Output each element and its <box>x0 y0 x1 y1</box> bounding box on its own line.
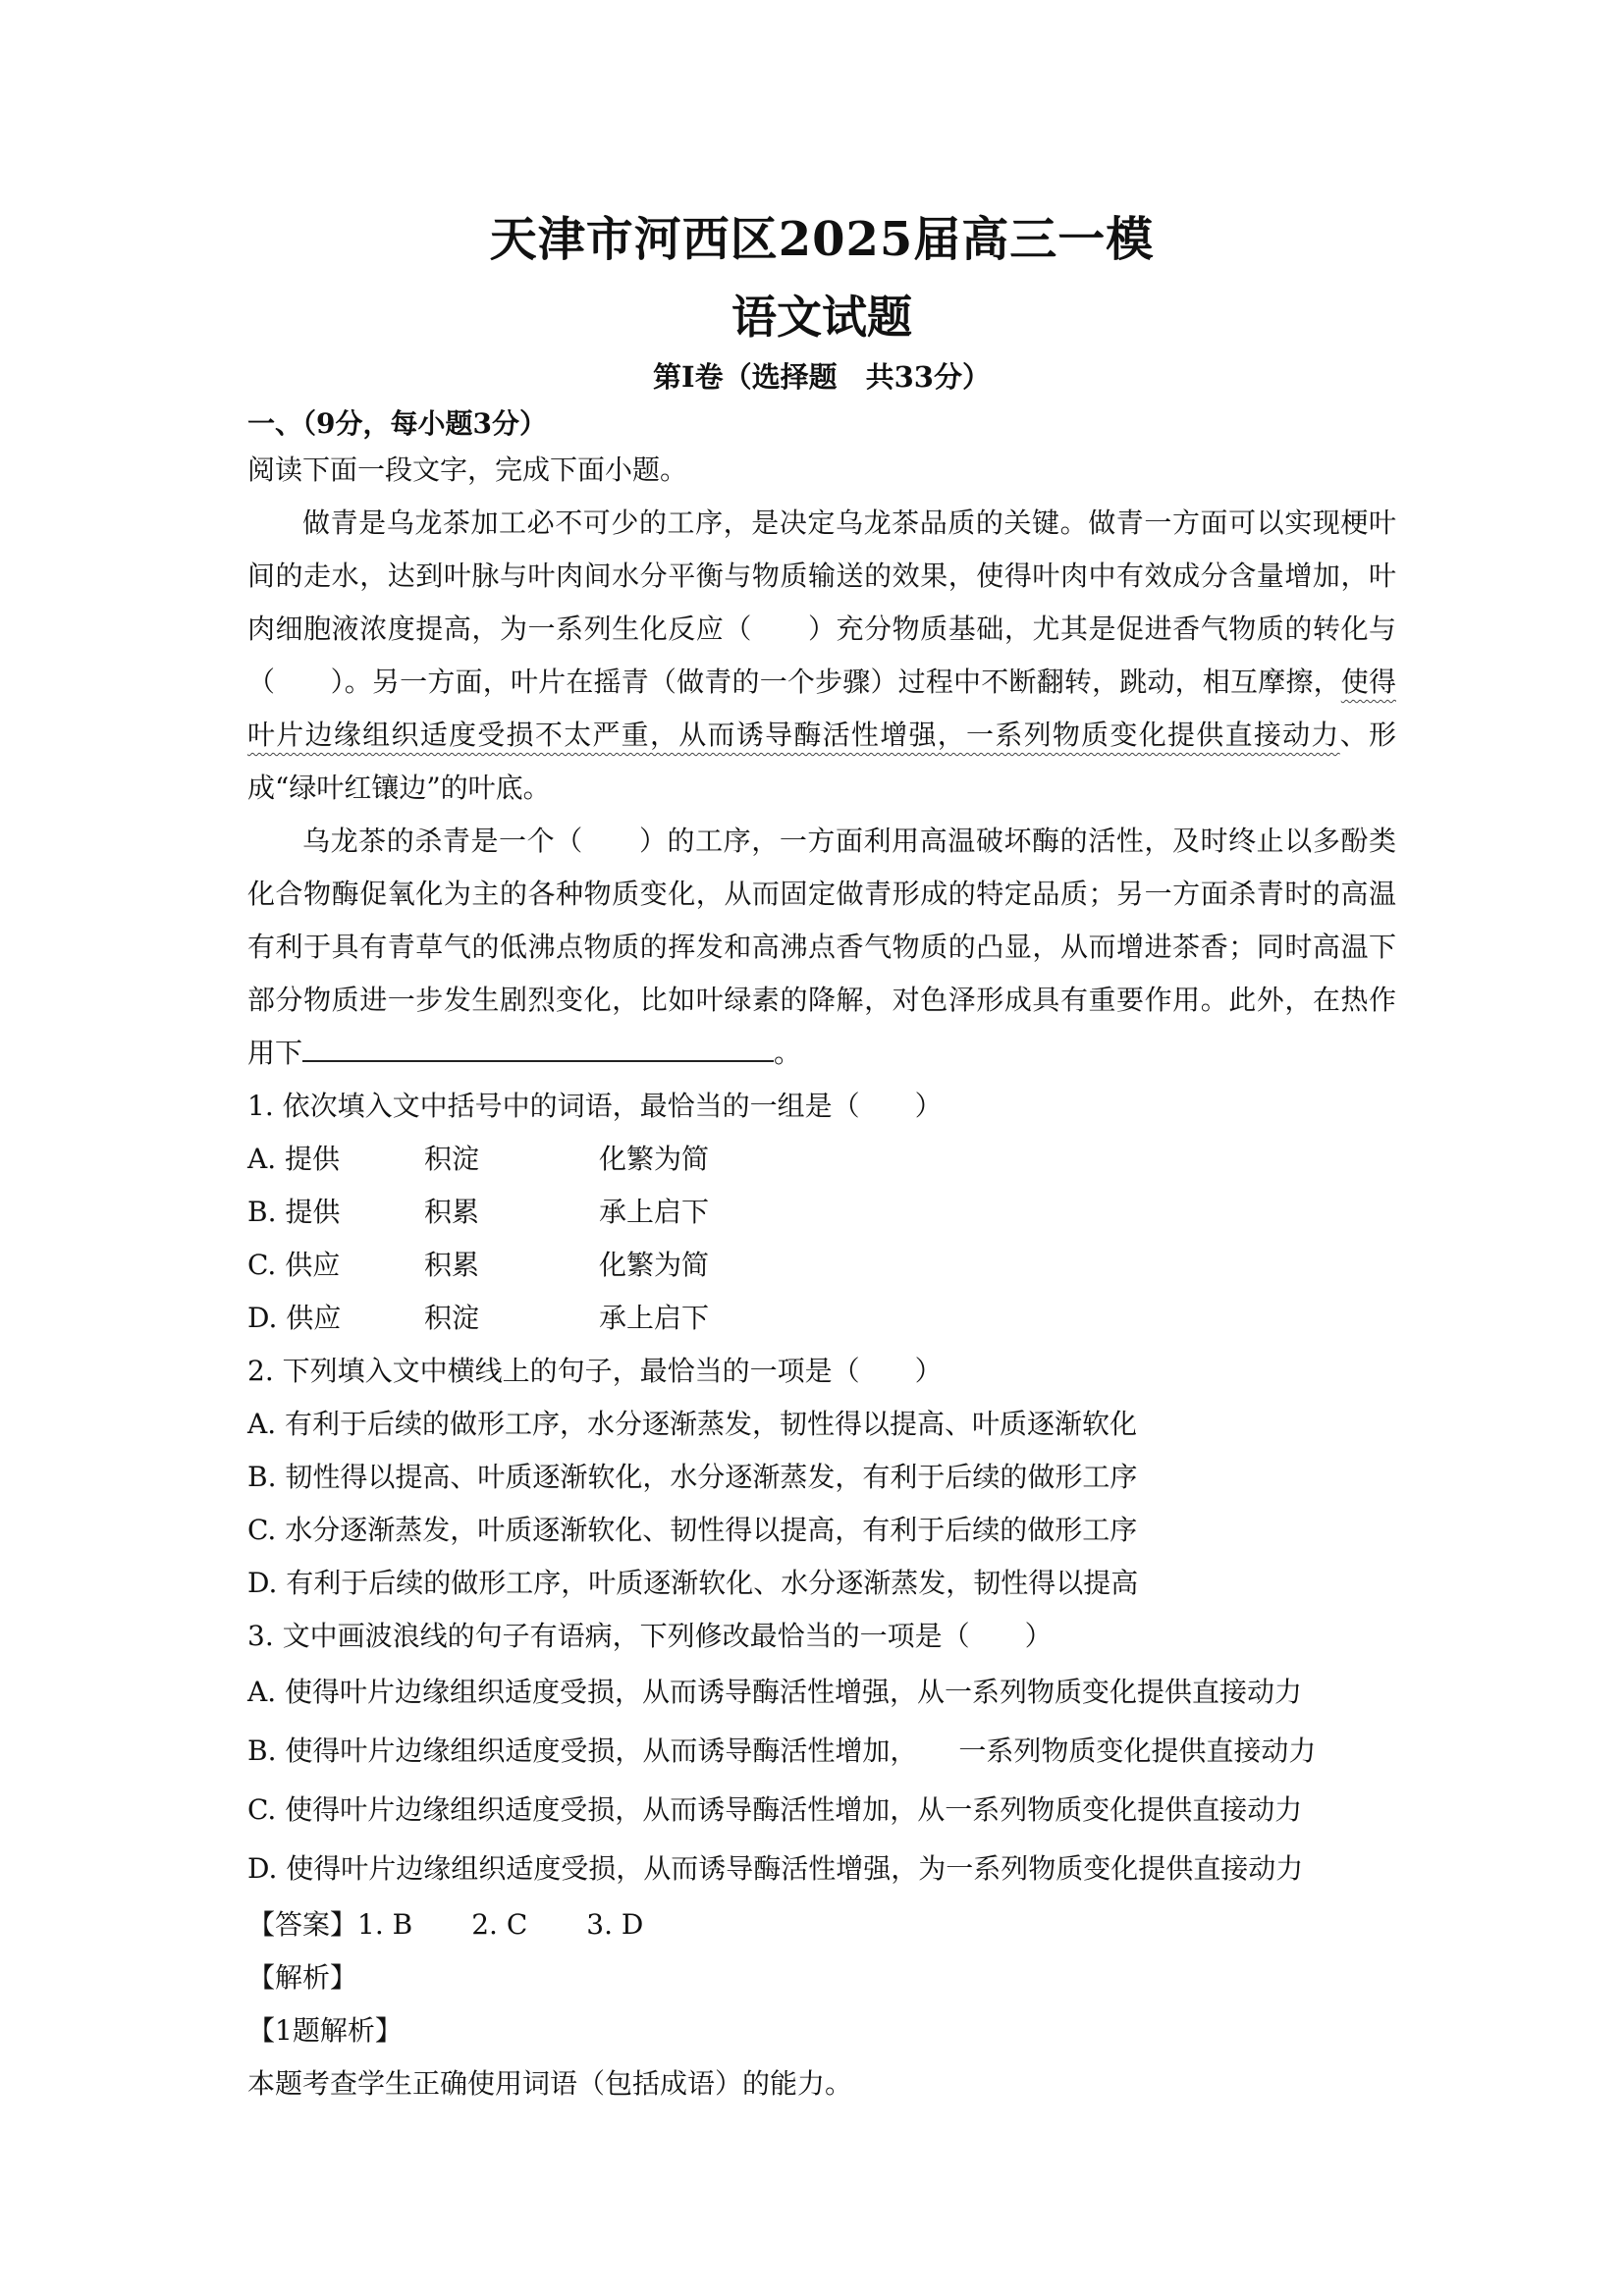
question-1-option-a <box>247 1133 1396 1186</box>
page-title: 天津市河西区2025届高三一模 <box>489 212 1155 267</box>
wavy-underlined-sentence: 使得叶片边缘组织适度受损不太严重，从而诱导酶活性增强，一系列物质变化提供直接动力 <box>247 666 1396 751</box>
question-3-option-c: C. 使得叶片边缘组织适度受损，从而诱导酶活性增加，从一系列物质变化提供直接动力 <box>247 1793 1303 1826</box>
answer-line <box>247 1898 1396 1951</box>
option-cell: A. 提供 <box>247 1143 341 1175</box>
page-subtitle: 语文试题 <box>731 291 912 344</box>
section-heading: 一、（9分，每小题3分） <box>247 407 547 440</box>
option-cell: 承上启下 <box>599 1302 710 1334</box>
option-cell: 化繁为简 <box>599 1143 710 1175</box>
option-cell: 积淀 <box>424 1302 480 1334</box>
question-2-option-c: C. 水分逐渐蒸发，叶质逐渐软化、韧性得以提高，有利于后续的做形工序 <box>247 1514 1138 1546</box>
option-cell: D. 供应 <box>247 1302 342 1334</box>
question-2-option-b: B. 韧性得以提高、叶质逐渐软化，水分逐渐蒸发，有利于后续的做形工序 <box>247 1461 1138 1493</box>
option-cell: 积累 <box>424 1196 480 1228</box>
passage-p1-part-a: 做青是乌龙茶加工必不可少的工序，是决定乌龙茶品质的关键。做青一方面可以实现梗叶间的走水，达到叶脉与叶肉间水分平衡与物质输送的效果，使得叶肉中有效成分含量增加，叶肉细胞液浓度提高，为一系列生化反应（ ）充分物质基础，尤其是促进香气物质的转化与（ ）。另一方面，叶片在摇青（做青的一个步骤）过程中不断翻转，跳动，相互摩擦， <box>247 507 1396 698</box>
passage-p2-end: 。 <box>774 1037 802 1069</box>
exam-page <box>247 208 1396 2110</box>
question-3-option-d: D. 使得叶片边缘组织适度受损，从而诱导酶活性增强，为一系列物质变化提供直接动力 <box>247 1852 1304 1885</box>
question-2-stem: 2. 下列填入文中横线上的句子，最恰当的一项是（ ） <box>247 1355 943 1387</box>
passage-paragraph-1 <box>247 497 1396 815</box>
question-1-option-d <box>247 1292 1396 1345</box>
option-cell: 积累 <box>424 1249 480 1281</box>
question-3-option-a: A. 使得叶片边缘组织适度受损，从而诱导酶活性增强，从一系列物质变化提供直接动力 <box>247 1676 1303 1708</box>
option-cell: 承上启下 <box>599 1196 710 1228</box>
fill-in-blank-line <box>302 1031 774 1062</box>
answer-3: 3. D <box>586 1908 644 1941</box>
passage-p1-part-b: 、形成“绿叶红镶边”的叶底。 <box>247 719 1396 804</box>
question-1-option-c <box>247 1239 1396 1292</box>
analysis-label: 【解析】 <box>247 1961 358 1994</box>
option-cell: 积淀 <box>424 1143 480 1175</box>
question-2-option-a: A. 有利于后续的做形工序，水分逐渐蒸发，韧性得以提高、叶质逐渐软化 <box>247 1408 1138 1440</box>
volume-heading: 第I卷（选择题 共33分） <box>653 360 991 394</box>
instruction-text: 阅读下面一段文字，完成下面小题。 <box>247 454 688 486</box>
question-1-stem: 1. 依次填入文中括号中的词语，最恰当的一组是（ ） <box>247 1090 943 1122</box>
option-cell: C. 供应 <box>247 1249 341 1281</box>
question-3-option-b: B. 使得叶片边缘组织适度受损，从而诱导酶活性增加， 一系列物质变化提供直接动力 <box>247 1735 1317 1767</box>
question-1-analysis-label: 【1题解析】 <box>247 2014 403 2047</box>
question-1-option-b <box>247 1186 1396 1239</box>
answer-1: 1. B <box>357 1908 413 1941</box>
passage-paragraph-2 <box>247 815 1396 1080</box>
answer-2: 2. C <box>471 1908 528 1941</box>
option-cell: 化繁为简 <box>599 1249 710 1281</box>
question-3-stem: 3. 文中画波浪线的句子有语病，下列修改最恰当的一项是（ ） <box>247 1620 1053 1652</box>
option-cell: B. 提供 <box>247 1196 341 1228</box>
question-2-option-d: D. 有利于后续的做形工序，叶质逐渐软化、水分逐渐蒸发，韧性得以提高 <box>247 1567 1139 1599</box>
passage-p2-text: 乌龙茶的杀青是一个（ ）的工序，一方面利用高温破坏酶的活性，及时终止以多酚类化合物酶促氧化为主的各种物质变化，从而固定做青形成的特定品质；另一方面杀青时的高温有利于具有青草气的低沸点物质的挥发和高沸点香气物质的凸显，从而增进茶香；同时高温下部分物质进一步发生剧烈变化，比如叶绿素的降解，对色泽形成具有重要作用。此外，在热作用下 <box>247 825 1396 1069</box>
question-1-analysis-text: 本题考查学生正确使用词语（包括成语）的能力。 <box>247 2067 853 2100</box>
answer-label: 【答案】 <box>247 1908 358 1941</box>
